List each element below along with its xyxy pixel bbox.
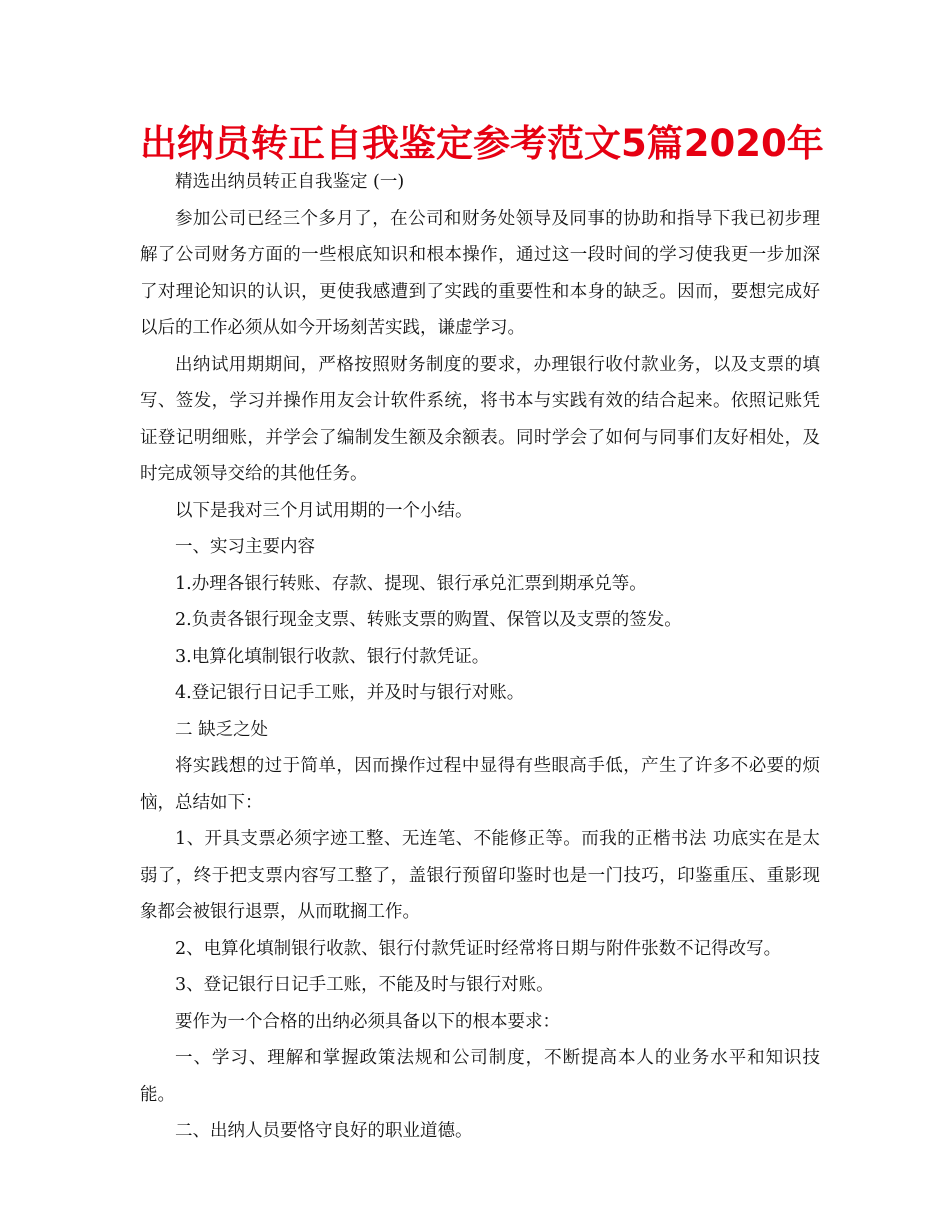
paragraph: 以下是我对三个月试用期的一个小结。 <box>175 500 473 521</box>
section-heading: 一、实习主要内容 <box>175 537 315 557</box>
paragraph: 出纳试用期期间，严格按照财务制度的要求，办理银行收付款业务，以及支票的填写、签发，学习并操作用友会计软件系统，将书本与实践有效的结合起来。依照记账凭证登记明细账，并学会了编制发生额及余额表。同时学会了如何与同事们友好相处，及时完成领导交给的其他任务。 <box>140 354 820 484</box>
section-heading: 二 缺乏之处 <box>175 719 269 740</box>
paragraph: 参加公司已经三个多月了，在公司和财务处领导及同事的协助和指导下我已初步理解了公司财务方面的一些根底知识和根本操作，通过这一段时间的学习使我更一步加深了对理论知识的认识，更使我感遭到了实践的重要性和本身的缺乏。因而，要想完成好以后的工作必须从如今开场刻苦实践，谦虚学习。 <box>140 208 820 338</box>
list-item: 3、登记银行日记手工账，不能及时与银行对账。 <box>175 975 554 995</box>
list-item: 1.办理各银行转账、存款、提现、银行承兑汇票到期承兑等。 <box>175 573 647 594</box>
paragraph: 要作为一个合格的出纳必须具备以下的根本要求： <box>175 1011 560 1032</box>
list-item: 2、电算化填制银行收款、银行付款凭证时经常将日期与附件张数不记得改写。 <box>175 938 782 959</box>
list-item: 一、学习、理解和掌握政策法规和公司制度，不断提高本人的业务水平和知识技能。 <box>140 1048 820 1105</box>
paragraph: 精选出纳员转正自我鉴定 (一) <box>175 172 405 192</box>
list-item: 3.电算化填制银行收款、银行付款凭证。 <box>175 646 490 667</box>
list-item: 4.登记银行日记手工账，并及时与银行对账。 <box>175 683 525 703</box>
list-item: 1、开具支票必须字迹工整、无连笔、不能修正等。而我的正楷书法 功底实在是太弱了，终于把支票内容写工整了，盖银行预留印鉴时也是一门技巧，印鉴重压、重影现象都会被银行退票，从而耽搁工作。 <box>140 829 820 922</box>
list-item: 2.负责各银行现金支票、转账支票的购置、保管以及支票的签发。 <box>175 610 682 630</box>
document-title: 出纳员转正自我鉴定参考范文5篇2020年 <box>140 122 824 165</box>
paragraph: 将实践想的过于简单，因而操作过程中显得有些眼高手低，产生了许多不必要的烦恼，总结如下： <box>140 756 820 813</box>
document-body <box>140 164 820 1150</box>
list-item: 二、出纳人员要恪守良好的职业道德。 <box>175 1121 473 1141</box>
